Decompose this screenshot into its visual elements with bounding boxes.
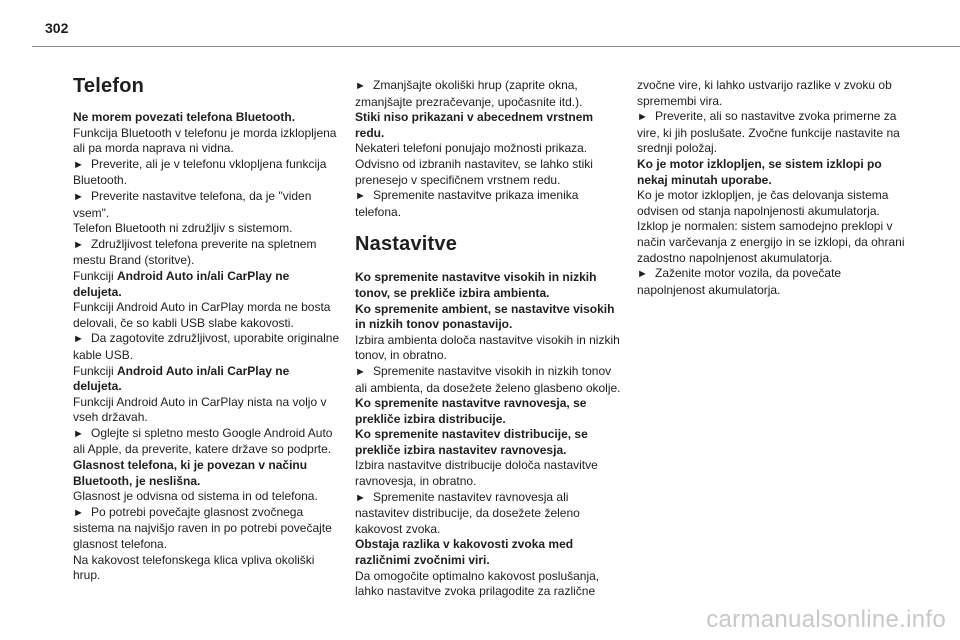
question-heading xyxy=(73,110,341,126)
paragraph xyxy=(355,458,623,489)
question-text: Ko spremenite ambient, se nastavitve visokih in nizkih tonov ponastavijo. xyxy=(355,301,615,332)
paragraph-text: Ko je motor izklopljen, je čas delovanja sistema odvisen od stanja napolnjenosti akumulatorja. xyxy=(637,188,889,218)
paragraph xyxy=(637,219,912,266)
column-1 xyxy=(73,74,341,584)
arrow-right-icon: ► xyxy=(73,238,84,251)
heading-prefix: Funkciji xyxy=(73,363,118,378)
question-heading xyxy=(355,427,623,458)
paragraph-text: Funkcija Bluetooth v telefonu je morda izklopljena ali pa morda naprava ni vidna. xyxy=(73,125,337,156)
paragraph-text: Na kakovost telefonskega klica vpliva okoliški hrup. xyxy=(73,552,315,583)
action-step xyxy=(73,505,341,553)
paragraph-text: Izklop je normalen: sistem samodejno preklopi v način varčevanja z energijo in se izklopi, da ohrani zadostno napolnjenost akumulatorja. xyxy=(637,219,905,265)
action-step xyxy=(73,426,341,458)
action-step xyxy=(355,188,623,220)
paragraph-text: Glasnost je odvisna od sistema in od telefona. xyxy=(73,489,318,504)
page-number: 302 xyxy=(45,20,69,36)
paragraph-text: Funkciji Android Auto in CarPlay nista na voljo v vseh državah. xyxy=(73,394,327,425)
action-text: Po potrebi povečajte glasnost zvočnega sistema na najvišjo raven in po potrebi povečajte glasnost telefona. xyxy=(73,504,332,552)
section-title-nastavitve: Nastavitve xyxy=(355,233,458,256)
arrow-right-icon: ► xyxy=(355,365,366,378)
paragraph-text: zvočne vire, ki lahko ustvarijo razlike v zvoku ob spremembi vira. xyxy=(637,78,892,108)
action-text: Oglejte si spletno mesto Google Android Auto ali Apple, da preverite, katere države so podprte. xyxy=(73,425,333,457)
arrow-right-icon: ► xyxy=(637,268,648,281)
question-heading xyxy=(355,110,623,141)
action-text: Preverite, ali so nastavitve zvoka primerne za vire, ki jih poslušate. Zvočne funkcije nastavite na srednji položaj. xyxy=(637,109,900,156)
watermark: carmanualsonline.info xyxy=(706,606,946,633)
action-step xyxy=(637,266,912,298)
paragraph-text: Da omogočite optimalno kakovost poslušanja, lahko nastavitve zvoka prilagodite za različne xyxy=(355,568,600,599)
arrow-right-icon: ► xyxy=(73,190,84,203)
question-heading xyxy=(355,537,623,568)
col2-body xyxy=(355,270,623,599)
action-text: Preverite, ali je v telefonu vklopljena funkcija Bluetooth. xyxy=(73,156,327,188)
paragraph xyxy=(355,569,623,600)
paragraph xyxy=(355,333,623,364)
action-text: Spremenite nastavitev ravnovesja ali nastavitev distribucije, da dosežete želeno kakovost zvoka. xyxy=(355,489,580,536)
question-text: Obstaja razlika v kakovosti zvoka med različnimi zvočnimi viri. xyxy=(355,537,574,568)
paragraph-text: Funkciji Android Auto in CarPlay morda ne bosta delovali, če so kabli USB slabe kakovosti. xyxy=(73,300,331,330)
action-step xyxy=(73,189,341,221)
action-text: Preverite nastavitve telefona, da je "viden vsem". xyxy=(73,188,312,220)
action-step xyxy=(73,157,341,189)
col2-body-top xyxy=(355,78,623,220)
question-heading xyxy=(355,302,623,333)
section-title-telefon: Telefon xyxy=(73,75,145,97)
question-text: Ko je motor izklopljen, se sistem izklopi po nekaj minutah uporabe. xyxy=(637,156,882,187)
action-text: Spremenite nastavitve visokih in nizkih tonov ali ambienta, da dosežete želeno glasbeno okolje. xyxy=(355,363,621,395)
question-text: Ko spremenite nastavitve visokih in nizkih tonov, se prekliče izbira ambienta. xyxy=(355,270,597,300)
action-step xyxy=(355,364,623,396)
arrow-right-icon: ► xyxy=(73,427,84,440)
header-rule xyxy=(32,46,960,47)
action-text: Da zagotovite združljivost, uporabite originalne kable USB. xyxy=(73,331,340,362)
question-text: Ko spremenite nastavitev distribucije, se prekliče izbira nastavitev ravnovesja. xyxy=(355,427,588,457)
paragraph xyxy=(73,300,341,331)
arrow-right-icon: ► xyxy=(73,333,84,346)
action-step xyxy=(73,331,341,363)
paragraph-text: Nekateri telefoni ponujajo možnosti prikaza. Odvisno od izbranih nastavitev, se lahko stiki prenesejo v specifičnem vrstnem redu. xyxy=(355,141,593,187)
arrow-right-icon: ► xyxy=(355,491,366,504)
col1-body xyxy=(73,110,341,584)
paragraph xyxy=(73,553,341,584)
question-text: Ne morem povezati telefona Bluetooth. xyxy=(73,110,296,124)
arrow-right-icon: ► xyxy=(637,111,648,124)
column-3 xyxy=(637,78,912,298)
arrow-right-icon: ► xyxy=(355,80,366,92)
paragraph-text: Telefon Bluetooth ni združljiv s sistemom. xyxy=(73,221,293,236)
paragraph xyxy=(637,188,912,219)
arrow-right-icon: ► xyxy=(355,190,366,203)
action-text: Zmanjšajte okoliški hrup (zaprite okna, zmanjšajte prezračevanje, upočasnite itd.). xyxy=(355,78,583,109)
heading-bold: Android Auto in/ali CarPlay ne delujeta. xyxy=(73,268,290,299)
paragraph-text: Izbira nastavitve distribucije določa nastavitve ravnovesja, in obratno. xyxy=(355,458,598,489)
mixed-heading xyxy=(73,269,341,300)
question-text: Stiki niso prikazani v abecednem vrstnem redu. xyxy=(355,110,594,140)
question-text: Glasnost telefona, ki je povezan v načinu Bluetooth, je neslišna. xyxy=(73,458,308,488)
arrow-right-icon: ► xyxy=(73,158,84,171)
paragraph xyxy=(637,78,912,109)
action-step xyxy=(355,78,623,110)
paragraph xyxy=(73,395,341,426)
question-heading xyxy=(637,157,912,188)
question-text: Ko spremenite nastavitve ravnovesja, se prekliče izbira distribucije. xyxy=(355,396,587,426)
action-text: Združljivost telefona preverite na spletnem mestu Brand (storitve). xyxy=(73,236,317,268)
paragraph xyxy=(73,489,341,505)
heading-prefix: Funkciji xyxy=(73,268,118,283)
paragraph xyxy=(355,141,623,188)
question-heading xyxy=(355,270,623,301)
action-step xyxy=(355,490,623,538)
action-text: Zaženite motor vozila, da povečate napolnjenost akumulatorja. xyxy=(637,266,842,297)
heading-bold: Android Auto in/ali CarPlay ne delujeta. xyxy=(73,363,290,394)
mixed-heading xyxy=(73,364,341,395)
question-heading xyxy=(355,396,623,427)
question-heading xyxy=(73,458,341,489)
action-text: Spremenite nastavitve prikaza imenika telefona. xyxy=(355,188,579,219)
paragraph xyxy=(73,221,341,237)
paragraph xyxy=(73,126,341,157)
action-step xyxy=(73,237,341,269)
column-2 xyxy=(355,78,623,600)
arrow-right-icon: ► xyxy=(73,506,84,519)
paragraph-text: Izbira ambienta določa nastavitve visokih in nizkih tonov, in obratno. xyxy=(355,332,620,363)
col3-body xyxy=(637,78,912,298)
action-step xyxy=(637,109,912,157)
